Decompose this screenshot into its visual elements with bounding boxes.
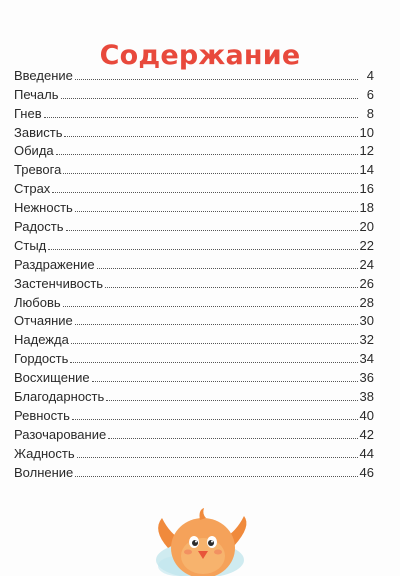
toc-entry-title: Жадность [14,445,75,461]
toc-entry-page-number: 10 [359,124,374,140]
toc-entry [14,64,374,83]
toc-entry [14,461,374,480]
toc-entry-title: Восхищение [14,370,90,386]
toc-entry-title: Радость [14,219,64,235]
toc-entry-page-number: 26 [359,275,374,291]
page-title: Содержание [99,40,301,72]
toc-entry-page-number: 28 [359,294,374,310]
toc-entry-page-number: 18 [359,200,374,216]
toc-entry-title: Раздражение [14,256,95,272]
toc-entry [14,121,374,140]
toc-entry-title: Отчаяние [14,313,73,329]
toc-entry-page-number: 44 [359,445,374,461]
toc-entry [14,347,374,366]
toc-entry [14,423,374,442]
toc-dot-leader [106,399,357,401]
toc-entry [14,385,374,404]
toc-entry [14,140,374,159]
toc-dot-leader [75,210,358,212]
toc-dot-leader [92,380,358,382]
toc-entry-page-number: 22 [359,237,374,253]
toc-dot-leader [97,267,358,269]
toc-entry-title: Печаль [14,86,59,102]
toc-dot-leader [48,248,357,250]
chick-icon [148,496,258,576]
toc-dot-leader [77,456,358,458]
toc-entry-page-number: 14 [359,162,374,178]
toc-dot-leader [56,153,358,155]
toc-entry [14,272,374,291]
toc-entry-title: Нежность [14,200,73,216]
toc-entry-page-number: 42 [359,426,374,442]
toc-entry [14,366,374,385]
toc-entry-page-number: 20 [359,219,374,235]
toc-dot-leader [66,229,358,231]
toc-entry-page-number: 8 [366,105,374,121]
toc-entry [14,158,374,177]
toc-dot-leader [75,78,358,80]
toc-entry-title: Волнение [14,464,74,480]
toc-entry [14,404,374,423]
toc-dot-leader [64,135,357,137]
toc-entry-page-number: 40 [359,407,374,423]
toc-entry-title: Тревога [14,162,62,178]
toc-entry [14,310,374,329]
toc-entry [14,328,374,347]
toc-entry-page-number: 6 [366,86,374,102]
toc-dot-leader [105,286,357,288]
toc-entry-title: Разочарование [14,426,107,442]
toc-entry [14,253,374,272]
toc-entry [14,442,374,461]
toc-dot-leader [44,116,358,118]
toc-entry-page-number: 12 [359,143,374,159]
toc-entry [14,291,374,310]
toc-dot-leader [71,342,358,344]
toc-dot-leader [75,323,358,325]
toc-dot-leader [61,97,358,99]
toc-entry [14,234,374,253]
toc-entry-title: Ревность [14,407,70,423]
toc-entry-title: Обида [14,143,54,159]
table-of-contents [14,64,374,480]
toc-entry [14,83,374,102]
toc-entry-title: Страх [14,181,51,197]
toc-entry-page-number: 30 [359,313,374,329]
toc-entry [14,102,374,121]
toc-entry-page-number: 16 [359,181,374,197]
toc-entry-title: Любовь [14,294,61,310]
toc-dot-leader [108,437,357,439]
toc-entry-title: Гнев [14,105,42,121]
toc-entry-title: Застенчивость [14,275,104,291]
toc-dot-leader [72,418,358,420]
toc-entry-page-number: 46 [359,464,374,480]
toc-entry-title: Благодарность [14,389,105,405]
toc-entry-page-number: 32 [359,332,374,348]
toc-dot-leader [52,191,357,193]
toc-entry-title: Зависть [14,124,63,140]
toc-dot-leader [75,475,357,477]
toc-entry-title: Стыд [14,237,47,253]
toc-entry-page-number: 36 [359,370,374,386]
toc-dot-leader [70,361,357,363]
toc-dot-leader [63,172,357,174]
toc-entry-title: Надежда [14,332,69,348]
toc-entry-page-number: 24 [359,256,374,272]
toc-entry [14,215,374,234]
toc-entry-title: Гордость [14,351,69,367]
toc-entry-title: Введение [14,67,73,83]
toc-entry [14,177,374,196]
toc-entry [14,196,374,215]
toc-entry-page-number: 34 [359,351,374,367]
toc-entry-page-number: 4 [366,67,374,83]
toc-entry-page-number: 38 [359,389,374,405]
toc-dot-leader [63,305,358,307]
